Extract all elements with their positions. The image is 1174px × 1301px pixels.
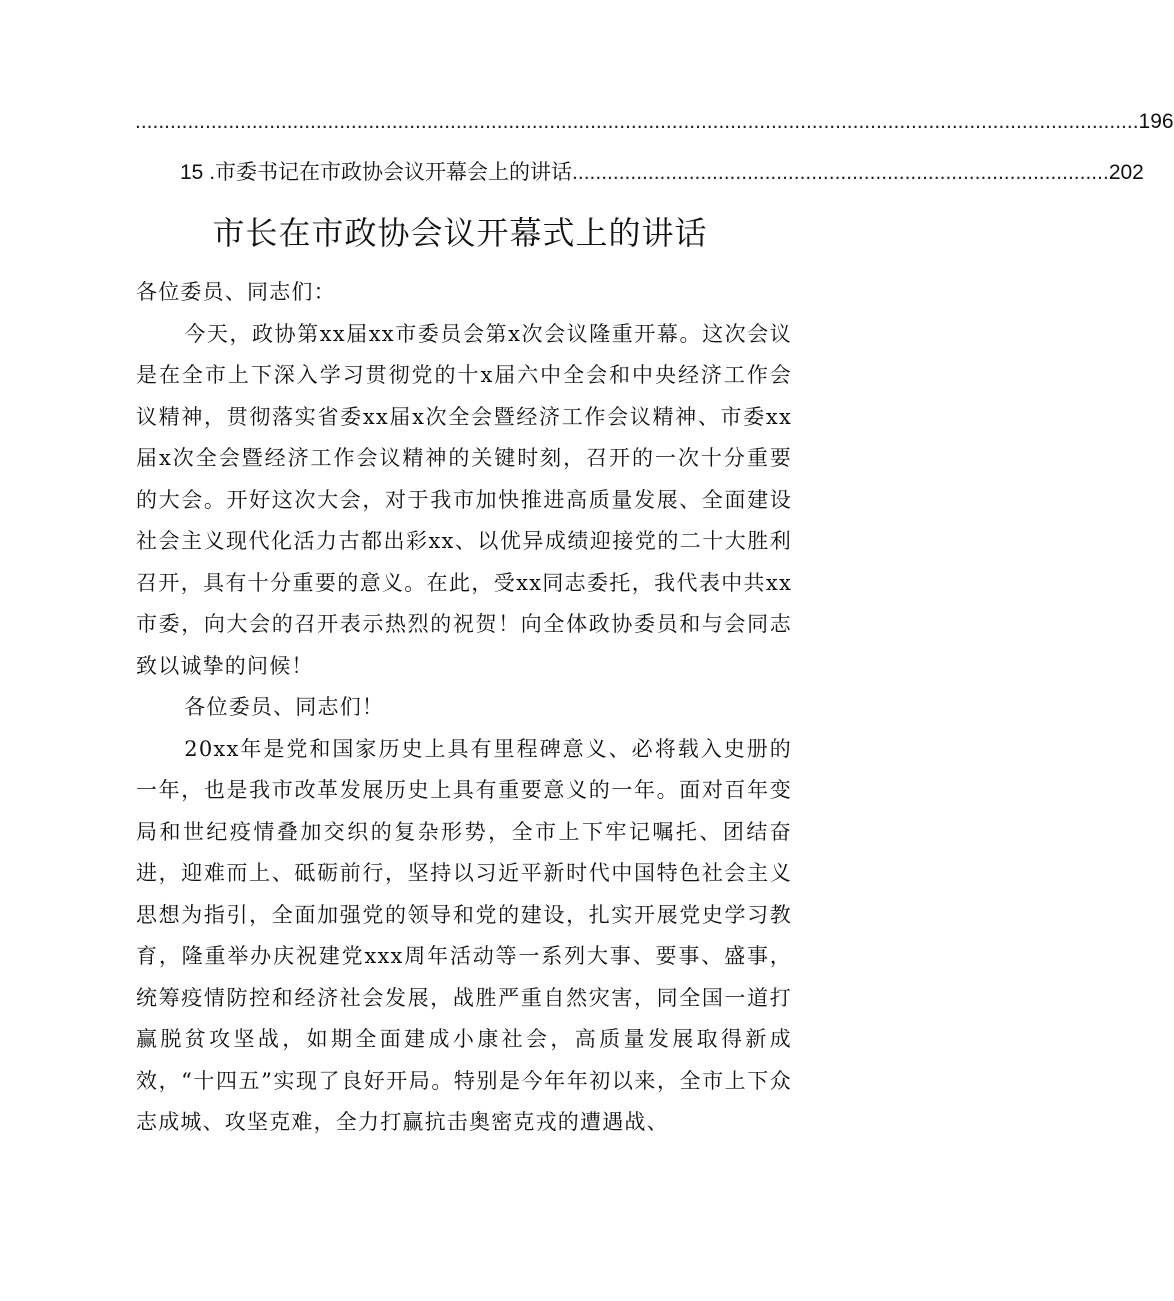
salutation-repeat: 各位委员、同志们！ xyxy=(184,695,385,719)
toc-page-number: 202 xyxy=(1108,161,1144,184)
salutation: 各位委员、同志们： xyxy=(136,280,336,304)
toc-page-number: 196 xyxy=(1138,110,1174,133)
toc-leader-dots: ............................................................................................................................................................................ xyxy=(135,110,1139,133)
paragraph: 20xx年是党和国家历史上具有里程碑意义、必将载入史册的一年，也是我市改革发展历史上具有重要意义的一年。面对百年变局和世纪疫情叠加交织的复杂形势，全市上下牢记嘱托、团结奋进，迎难而上、砥砺前行，坚持以习近平新时代中国特色社会主义思想为指引，全面加强党的领导和党的建设，扎实开展党史学习教育，隆重举办庆祝建党xxx周年活动等一系列大事、要事、盛事，统筹疫情防控和经济社会发展，战胜严重自然灾害，同全国一道打赢脱贫攻坚战，如期全面建成小康社会，高质量发展取得新成效，“十四五”实现了良好开局。特别是今年年初以来，全市上下众志成城、攻坚克难，全力打赢抗击奥密克戎的遭遇战、 xyxy=(136,736,792,1134)
paragraph: 今天，政协第xx届xx市委员会第x次会议隆重开幕。这次会议是在全市上下深入学习贯彻党的十x届六中全会和中央经济工作会议精神，贯彻落实省委xx届x次全会暨经济工作会议精神、市委xx届x次全会暨经济工作会议精神的关键时刻，召开的一次十分重要的大会。开好这次大会，对于我市加快推进高质量发展、全面建设社会主义现代化活力古都出彩xx、以优异成绩迎接党的二十大胜利召开，具有十分重要的意义。在此，受xx同志委托，我代表中共xx市委，向大会的召开表示热烈的祝贺！向全体政协委员和与会同志致以诚挚的问候！ xyxy=(136,321,792,678)
document-title: 市长在市政协会议开幕式上的讲话 xyxy=(212,214,708,252)
toc-entry-title: 15 .市委书记在市政协会议开幕会上的讲话 xyxy=(180,161,573,184)
toc-leader-dots: ............................................................................................ xyxy=(572,161,1109,184)
toc-entry[interactable] xyxy=(180,156,1144,186)
toc-entry[interactable] xyxy=(135,110,1174,134)
document-body xyxy=(136,272,792,1144)
